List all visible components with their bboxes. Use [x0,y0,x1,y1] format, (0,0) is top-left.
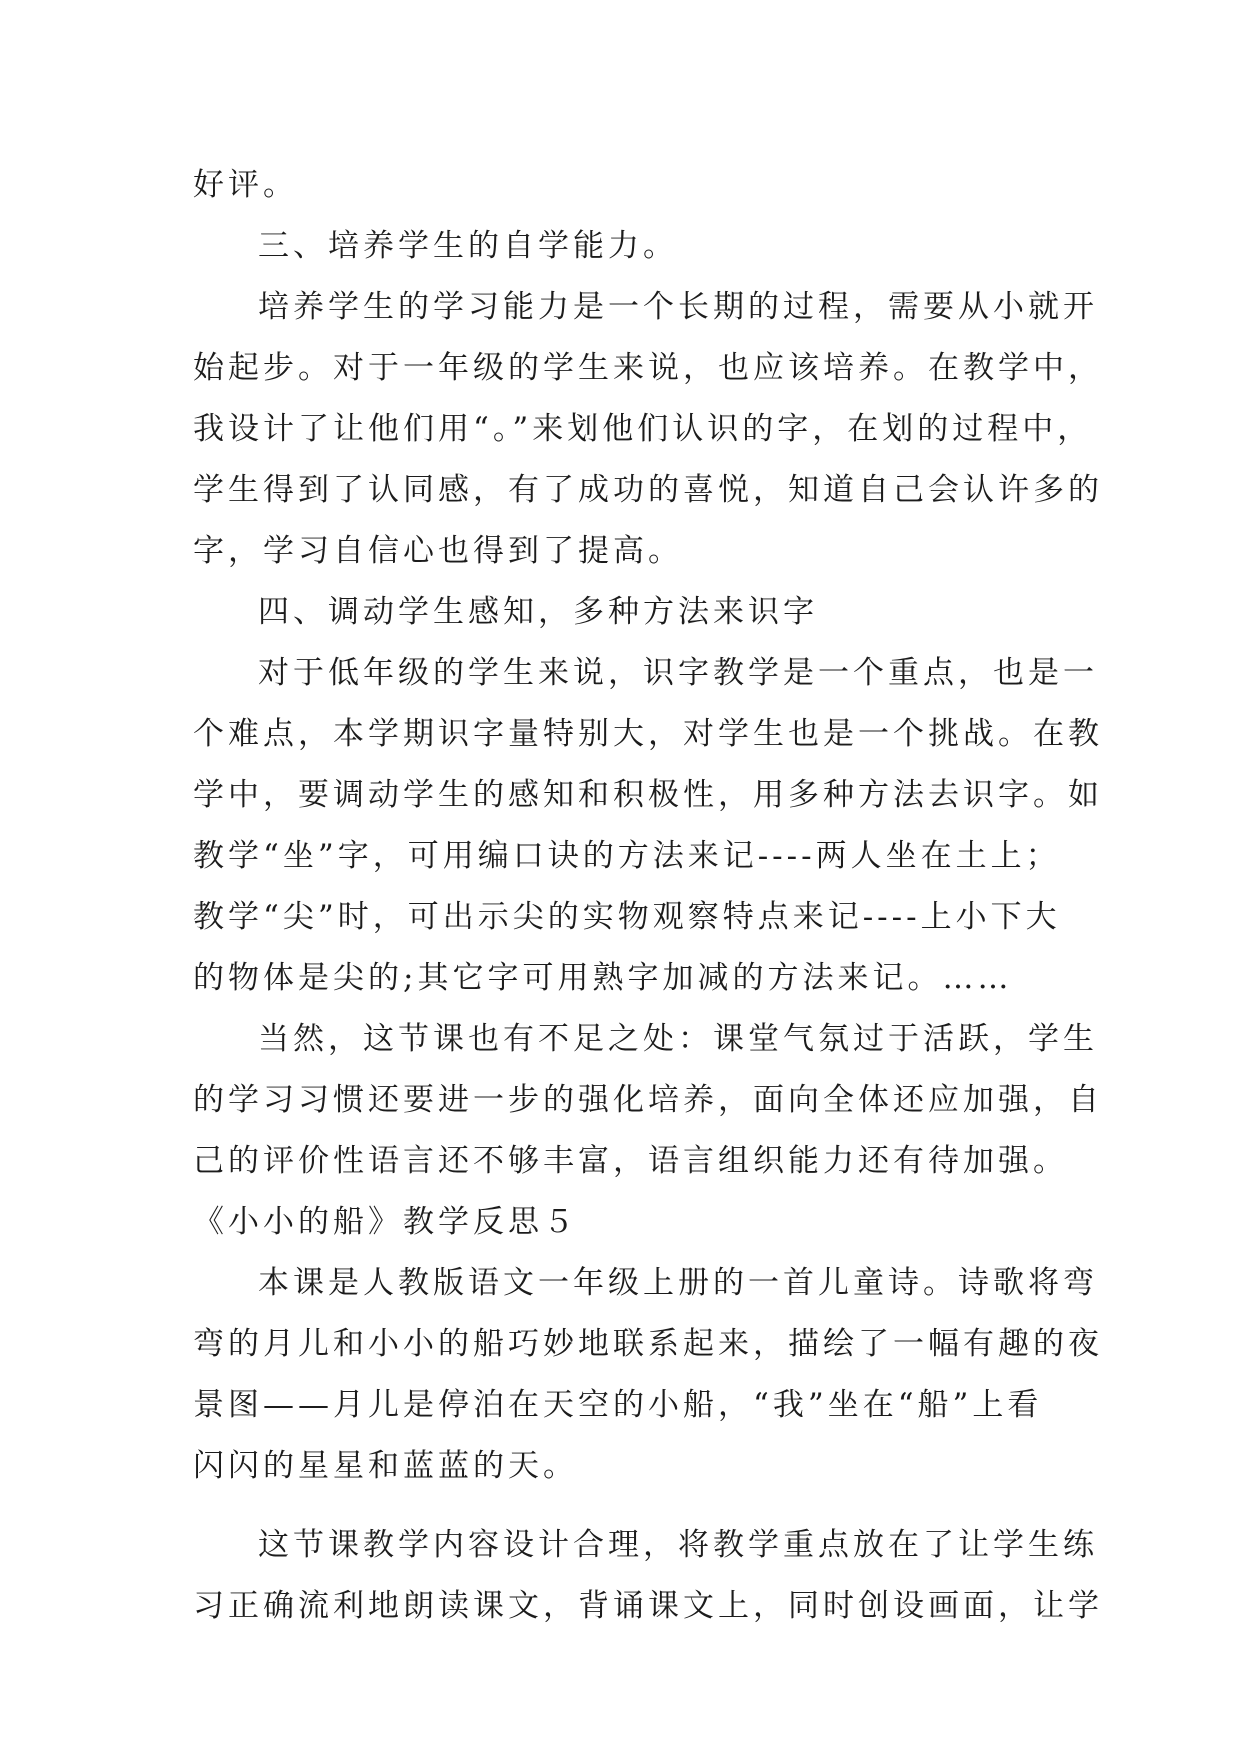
text-line: 弯的月儿和小小的船巧妙地联系起来，描绘了一幅有趣的夜 [193,1326,1103,1362]
text-line: 本课是人教版语文一年级上册的一首儿童诗。诗歌将弯 [258,1265,1098,1301]
text-line: 我设计了让他们用“。”来划他们认识的字，在划的过程中， [193,411,1093,447]
text-line: 个难点，本学期识字量特别大，对学生也是一个挑战。在教 [193,716,1103,752]
text-line: 好评。 [193,167,298,203]
text-line: 的物体是尖的;其它字可用熟字加减的方法来记。…… [193,960,1013,996]
text-line: 这节课教学内容设计合理，将教学重点放在了让学生练 [258,1527,1098,1563]
text-line: 培养学生的学习能力是一个长期的过程，需要从小就开 [258,289,1098,325]
text-line: 教学“尖”时，可出示尖的实物观察特点来记----上小下大 [193,899,1061,935]
text-line: 对于低年级的学生来说，识字教学是一个重点，也是一 [258,655,1098,691]
text-line: 的学习习惯还要进一步的强化培养，面向全体还应加强，自 [193,1082,1103,1118]
text-line: 当然，这节课也有不足之处：课堂气氛过于活跃，学生 [258,1021,1098,1057]
text-line: 闪闪的星星和蓝蓝的天。 [193,1448,578,1484]
text-line: 学中，要调动学生的感知和积极性，用多种方法去识字。如 [193,777,1103,813]
document-body [193,155,1103,1637]
text-line: 学生得到了认同感，有了成功的喜悦，知道自己会认许多的 [193,472,1103,508]
text-line: 始起步。对于一年级的学生来说，也应该培养。在教学中， [193,350,1103,386]
text-line: 字，学习自信心也得到了提高。 [193,533,683,569]
text-line: 景图——月儿是停泊在天空的小船，“我”坐在“船”上看 [193,1387,1043,1423]
text-line: 《小小的船》教学反思５ [193,1204,578,1240]
text-line: 教学“坐”字，可用编口诀的方法来记----两人坐在土上； [193,838,1061,874]
text-line: 三、培养学生的自学能力。 [258,228,678,264]
text-line: 习正确流利地朗读课文，背诵课文上，同时创设画面，让学 [193,1588,1103,1624]
text-line: 四、调动学生感知，多种方法来识字 [258,594,818,630]
text-line: 己的评价性语言还不够丰富，语言组织能力还有待加强。 [193,1143,1068,1179]
